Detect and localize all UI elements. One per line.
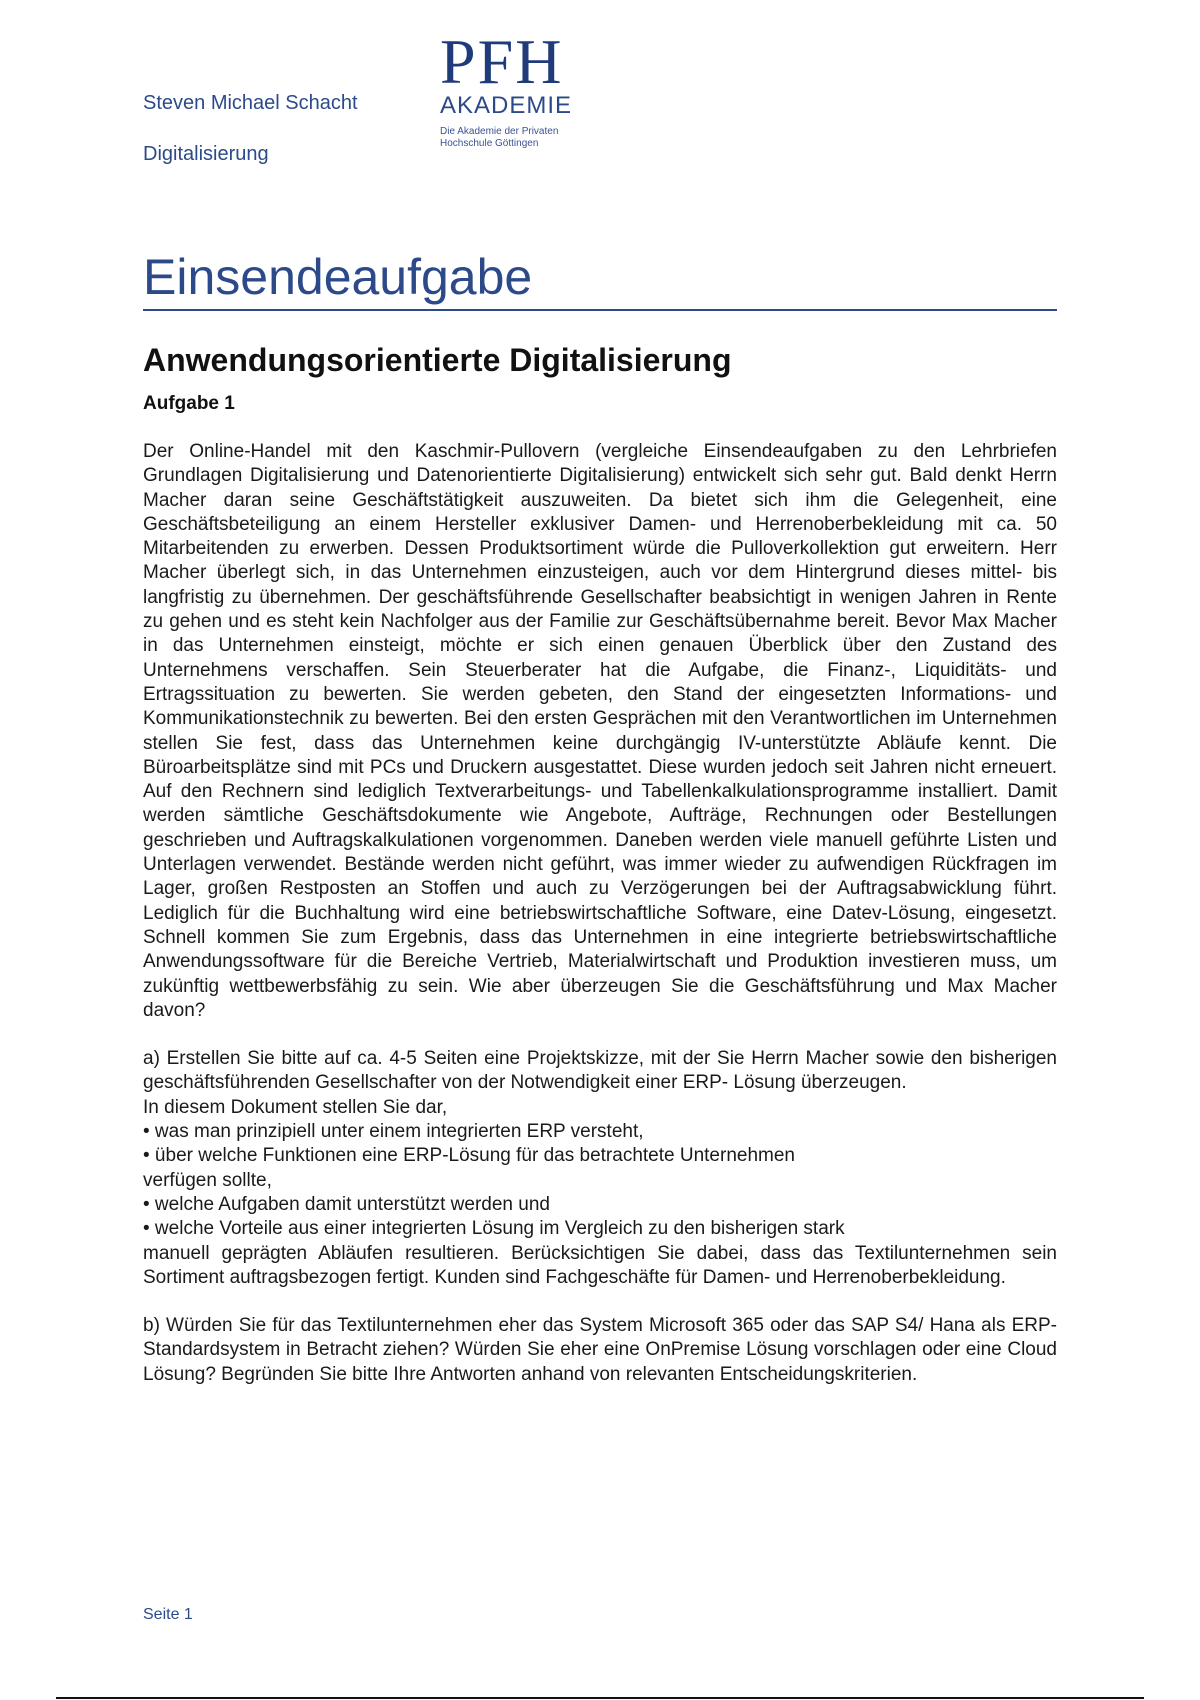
page-bottom-rule: [56, 1697, 1144, 1699]
logo-subline-2: Hochschule Göttingen: [440, 138, 539, 149]
bullet-item: • welche Aufgaben damit unterstützt werden und: [143, 1193, 550, 1215]
title-divider: [143, 309, 1057, 311]
part-b-paragraph: b) Würden Sie für das Textilunternehmen eher das System Microsoft 365 oder das SAP S4/ Hana als ERP-Standardsystem in Betracht ziehen? Würden Sie eher eine OnPremise Lösung vorschlagen oder eine Cloud Lösung? Begründen Sie bitte Ihre Antworten anhand von relevanten Entscheidungskriterien.: [143, 1315, 1057, 1385]
part-a-section: [143, 1047, 1057, 1290]
logo-wordmark: PFH: [440, 26, 564, 97]
author-name: Steven Michael Schacht: [143, 92, 358, 114]
header-info: [143, 92, 358, 194]
course-name: Digitalisierung: [143, 143, 269, 165]
logo-akademie: AKADEMIE: [440, 92, 573, 119]
part-a-lead: In diesem Dokument stellen Sie dar,: [143, 1096, 448, 1118]
bullet-item-continuation: verfügen sollte,: [143, 1169, 272, 1191]
pfh-logo: [440, 26, 590, 150]
logo-subline-1: Die Akademie der Privaten: [440, 126, 559, 137]
part-a-closing: manuell geprägten Abläufen resultieren. Berücksichtigen Sie dabei, dass das Textilunternehmen sein Sortiment auftragsbezogen fertigt. Kunden sind Fachgeschäfte für Damen- und Herrenoberbekleidung.: [143, 1242, 1057, 1288]
bullet-item: • über welche Funktionen eine ERP-Lösung für das betrachtete Unternehmen: [143, 1145, 795, 1167]
logo-subline: [440, 126, 590, 150]
document-body: [143, 440, 1057, 1411]
bullet-item: • welche Vorteile aus einer integrierten Lösung im Vergleich zu den bisherigen stark: [143, 1218, 845, 1240]
part-a-text: a) Erstellen Sie bitte auf ca. 4-5 Seiten eine Projektskizze, mit der Sie Herrn Macher sowie den bisherigen geschäftsführenden Gesellschafter von der Notwendigkeit einer ERP- Lösung überzeugen.: [143, 1048, 1057, 1094]
document-subtitle: Anwendungsorientierte Digitalisierung: [143, 342, 732, 378]
task-label: Aufgabe 1: [143, 393, 235, 414]
document-title: Einsendeaufgabe: [143, 249, 533, 305]
page-number: Seite 1: [143, 1606, 193, 1623]
intro-paragraph: Der Online-Handel mit den Kaschmir-Pullovern (vergleiche Einsendeaufgaben zu den Lehrbriefen Grundlagen Digitalisierung und Datenorientierte Digitalisierung) entwickelt sich sehr gut. Bald denkt Herrn Macher daran seine Geschäftstätigkeit auszuweiten. Da bietet sich ihm die Gelegenheit, eine Geschäftsbeteiligung an einem Hersteller exklusiver Damen- und Herrenoberbekleidung mit ca. 50 Mitarbeitenden zu erwerben. Dessen Produktsortiment würde die Pulloverkollektion gut erweitern. Herr Macher überlegt sich, in das Unternehmen einzusteigen, auch vor dem Hintergrund dieses mittel- bis langfristig zu übernehmen. Der geschäftsführende Gesellschafter beabsichtigt in wenigen Jahren in Rente zu gehen und es steht kein Nachfolger aus der Familie zur Geschäftsübernahme bereit. Bevor Max Macher in das Unternehmen einsteigt, möchte er sich einen genauen Überblick über den Zustand des Unternehmens verschaffen. Sein Steuerberater hat die Aufgabe, die Finanz-, Liquiditäts- und Ertragssituation zu bewerten. Sie werden gebeten, den Stand der eingesetzten Informations- und Kommunikationstechnik zu bewerten. Bei den ersten Gesprächen mit den Verantwortlichen im Unternehmen stellen Sie fest, dass das Unternehmen keine durchgängig IV-unterstützte Abläufe kennt. Die Büroarbeitsplätze sind mit PCs und Druckern ausgestattet. Diese wurden jedoch seit Jahren nicht erneuert. Auf den Rechnern sind lediglich Textverarbeitungs- und Tabellenkalkulationsprogramme installiert. Damit werden sämtliche Geschäftsdokumente wie Angebote, Aufträge, Rechnungen oder Bestellungen geschrieben und Auftragskalkulationen vorgenommen. Daneben werden viele manuell geführte Listen und Unterlagen verwendet. Bestände werden nicht geführt, was immer wieder zu aufwendigen Rückfragen im Lager, großen Restposten an Stoffen und auch zu Verzögerungen bei der Auftragsabwicklung führt. Lediglich für die Buchhaltung wird eine betriebswirtschaftliche Software, eine Datev-Lösung, eingesetzt. Schnell kommen Sie zum Ergebnis, dass das Unternehmen in eine integrierte betriebswirtschaftliche Anwendungssoftware für die Bereiche Vertrieb, Materialwirtschaft und Produktion investieren muss, um zukünftig wettbewerbsfähig zu sein. Wie aber überzeugen Sie die Geschäftsführung und Max Macher davon?: [143, 441, 1057, 1021]
bullet-item: • was man prinzipiell unter einem integrierten ERP versteht,: [143, 1121, 644, 1143]
